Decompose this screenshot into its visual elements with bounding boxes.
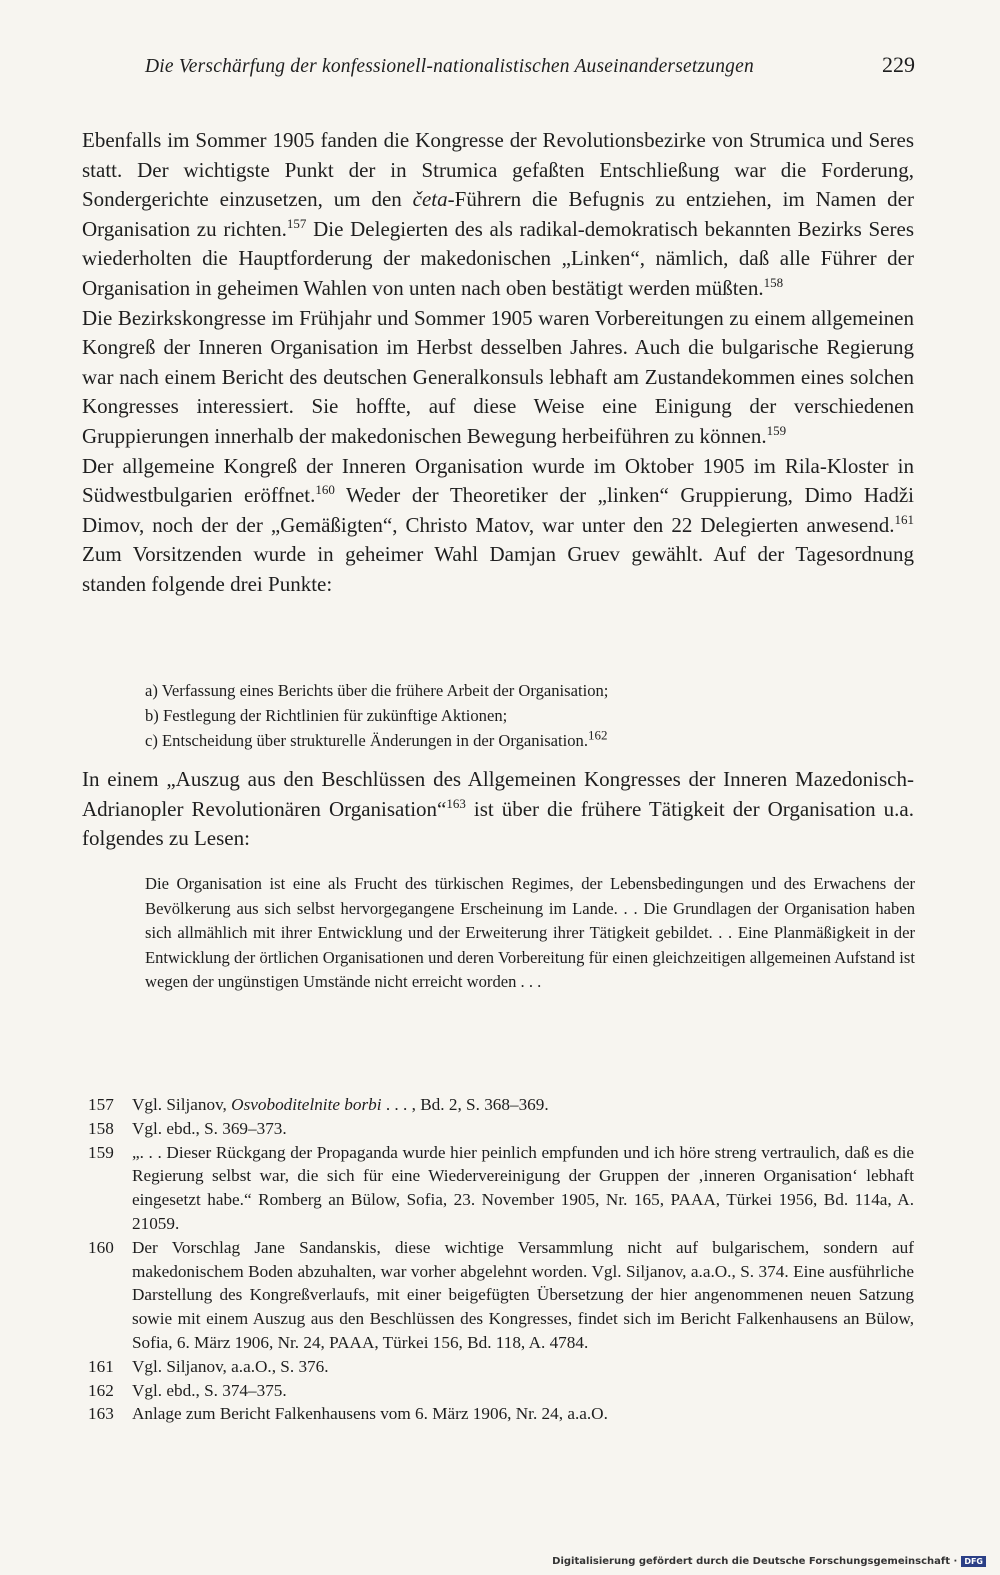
- text-run: ist über die frühere Tätigkeit der Organisation u.a. folgendes zu Lesen:: [82, 796, 914, 851]
- footnote: [88, 1355, 914, 1379]
- text-run: -Führern die Befugnis zu entziehen, im Namen der Organisation zu richten.: [82, 187, 914, 241]
- footnotes: [88, 1093, 914, 1426]
- text-run: Weder der Theoretiker der „linken“ Gruppierung, Dimo Hadži Dimov, noch der der „Gemäßigten“, Christo Matov, war unter den 22 Delegierten anwesend.: [82, 483, 914, 537]
- text-run: Zum Vorsitzenden wurde in geheimer Wahl Damjan Gruev gewählt. Auf der Tagesordnung standen folgende drei Punkte:: [82, 542, 914, 596]
- agenda-list: [145, 678, 905, 753]
- footnote-text: „. . . Dieser Rückgang der Propaganda wurde hier peinlich empfunden und ich höre streng vertraulich, daß es die Regierung selbst war, die sich für eine Wiedervereinigung der Gruppen der ‚inneren Organisation‘ lebhaft eingesetzt habe.“ Romberg an Bülow, Sofia, 23. November 1905, Nr. 165, PAAA, Türkei 1956, Bd. 114a, A. 21059.: [132, 1142, 914, 1233]
- footnote: [88, 1402, 914, 1426]
- footnote-ref[interactable]: 162: [588, 727, 608, 743]
- italic-term: četa: [412, 187, 448, 212]
- block-quote: Die Organisation ist eine als Frucht des türkischen Regimes, der Lebensbedingungen und des Erwachens der Bevölkerung aus sich selbst hervorgegangene Erscheinung im Lande. . . Die Grundlagen der Organisation haben sich allmählich mit ihrer Entwicklung und der Erweiterung ihrer Tätigkeit gebildet. . . Eine Planmäßigkeit in der Entwicklung der örtlichen Organisationen und deren Vorbereitung für einen gleichzeitigen allgemeinen Aufstand ist wegen der ungünstigen Umstände nicht erreicht worden . . .: [145, 874, 915, 992]
- footnote-number: 162: [88, 1380, 114, 1400]
- digitization-footer: [552, 1556, 986, 1567]
- dfg-logo: DFG: [961, 1556, 986, 1567]
- footnote-text: Vgl. ebd., S. 369–373.: [132, 1118, 287, 1138]
- footnote-text: Der Vorschlag Jane Sandanskis, diese wichtige Versammlung nicht auf bulgarischem, sondern auf makedonischem Boden abzuhalten, war vorher abgelehnt worden. Vgl. Siljanov, a.a.O., S. 374. Eine ausführliche Darstellung des Kongreßverlaufs, mit einer beigefügten Übersetzung der hier angenommenen neuen Satzung sowie mit einem Auszug aus den Beschlüssen des Kongresses, findet sich im Bericht Falkenhausens an Bülow, Sofia, 6. März 1906, Nr. 24, PAAA, Türkei 156, Bd. 118, A. 4784.: [132, 1237, 914, 1352]
- footnote: [88, 1236, 914, 1355]
- footnote-number: 161: [88, 1356, 114, 1376]
- footnote-text: Vgl. ebd., S. 374–375.: [132, 1380, 287, 1400]
- footnote-text: Vgl. Siljanov, a.a.O., S. 376.: [132, 1356, 329, 1376]
- footnote-number: 158: [88, 1118, 114, 1138]
- page-number: 229: [882, 52, 915, 77]
- list-item: [145, 728, 905, 753]
- footnote-number: 160: [88, 1237, 114, 1257]
- text-run: Ebenfalls im Sommer 1905 fanden die Kongresse der Revolutionsbezirke von Strumica und Seres statt. Der wichtigste Punkt der in Strumica gefaßten Entschließung war die Forderung, Sondergerichte einzusetzen, um den: [82, 128, 914, 212]
- footnote-ref[interactable]: 157: [286, 215, 307, 231]
- footnote-text: Anlage zum Bericht Falkenhausens vom 6. März 1906, Nr. 24, a.a.O.: [132, 1404, 608, 1424]
- footnote: [88, 1379, 914, 1403]
- footnote: [88, 1141, 914, 1236]
- footnote: [88, 1117, 914, 1141]
- footnote: [88, 1093, 914, 1117]
- footer-text: Digitalisierung gefördert durch die Deutsche Forschungsgemeinschaft ·: [552, 1556, 958, 1567]
- list-item: a) Verfassung eines Berichts über die frühere Arbeit der Organisation;: [145, 681, 609, 700]
- text-run: . . . , Bd. 2, S. 368–369.: [381, 1095, 549, 1114]
- text-run: Vgl. Siljanov,: [132, 1095, 232, 1114]
- footnote-number: 157: [88, 1095, 114, 1114]
- text-run: Die Delegierten des als radikal-demokratisch bekannten Bezirks Seres wiederholten die Hauptforderung der makedonischen „Linken“, nämlich, daß alle Führer der Organisation in geheimen Wahlen von unten nach oben bestätigt werden müßten.: [82, 216, 914, 300]
- running-title: Die Verschärfung der konfessionell-nationalistischen Auseinandersetzungen: [145, 56, 754, 77]
- list-item: b) Festlegung der Richtlinien für zukünftige Aktionen;: [145, 706, 508, 725]
- paragraph-1: [82, 126, 914, 304]
- footnote-number: 163: [88, 1404, 114, 1424]
- text-run: In einem „Auszug aus den Beschlüssen des Allgemeinen Kongresses der Inneren Mazedonisch-Adrianopler Revolutionären Organisation“: [82, 767, 914, 821]
- footnote-ref[interactable]: 159: [766, 422, 787, 438]
- text-run: Die Bezirkskongresse im Frühjahr und Sommer 1905 waren Vorbereitungen zu einem allgemeinen Kongreß der Inneren Organisation im Herbst desselben Jahres. Auch die bulgarische Regierung war nach einem Bericht des deutschen Generalkonsuls lebhaft am Zustandekommen eines solchen Kongresses interessiert. Sie hoffte, auf diese Weise eine Einigung der verschiedenen Gruppierungen innerhalb der makedonischen Bewegung herbeiführen zu können.: [82, 305, 914, 448]
- footnote-number: 159: [88, 1142, 114, 1162]
- footnote-ref[interactable]: 158: [763, 274, 784, 290]
- italic-title: Osvoboditelnite borbi: [231, 1095, 382, 1114]
- footnote-ref[interactable]: 161: [894, 511, 914, 527]
- paragraph-2: [82, 304, 914, 452]
- footnote-ref[interactable]: 160: [315, 482, 335, 498]
- main-text: [82, 126, 914, 600]
- running-header: [145, 52, 915, 86]
- text-run: c) Entscheidung über strukturelle Änderungen in der Organisation.: [145, 731, 588, 750]
- footnote-text: [132, 1093, 914, 1117]
- paragraph-3: [82, 452, 914, 600]
- text-run: Der allgemeine Kongreß der Inneren Organisation wurde im Oktober 1905 im Rila-Kloster in Südwestbulgarien eröffnet.: [82, 453, 914, 508]
- footnote-ref[interactable]: 163: [446, 795, 466, 811]
- paragraph-4: [82, 765, 914, 854]
